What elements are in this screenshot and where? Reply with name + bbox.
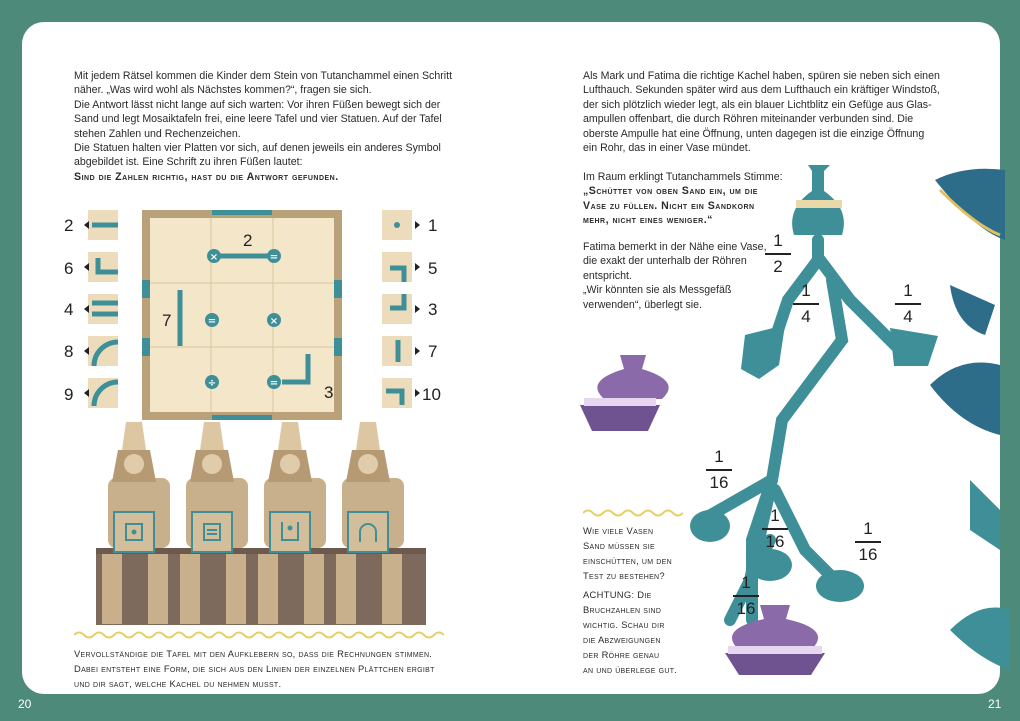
text-line: ACHTUNG: Die (583, 589, 652, 600)
tile-number: 3 (428, 300, 438, 319)
right-story-text (583, 69, 983, 155)
text-line: ein Rohr, das in einer Vase mündet. (583, 142, 751, 155)
measuring-vase (580, 355, 669, 431)
left-tiles-icons (84, 210, 124, 410)
text-line: wichtig. Schau dir (583, 619, 665, 630)
text-line: oberste Ampulle hat eine Öffnung, unten dagegen ist die einzige Öffnung (583, 127, 925, 140)
text-line: stehen Zahlen und Rechenzeichen. (74, 127, 241, 140)
fraction-denominator: 16 (858, 544, 878, 564)
fraction-label (791, 280, 821, 328)
operator-symbol: = (269, 378, 279, 389)
fraction-label (760, 505, 790, 553)
operator-symbol: × (269, 316, 279, 327)
fraction-numerator: 1 (741, 573, 751, 592)
fraction-denominator: 16 (709, 472, 729, 492)
wavy-divider (583, 508, 683, 518)
fraction-denominator: 4 (801, 306, 811, 326)
left-story-text (74, 69, 474, 184)
fraction-label (893, 280, 923, 328)
tile-number: 1 (428, 216, 438, 235)
text-line: Sand müssen sie (583, 540, 655, 551)
text-line: Mit jedem Rätsel kommen die Kinder dem Stein von Tutanchammel einen Schritt (74, 70, 453, 82)
text-line: Als Mark und Fatima die richtige Kachel haben, spüren sie neben sich einen (583, 70, 940, 82)
hint-text (583, 587, 693, 677)
wavy-divider (74, 630, 444, 640)
text-line: verwenden“, überlegt sie. (583, 298, 702, 311)
text-line: der Röhre genau (583, 649, 660, 660)
tile-number: 6 (64, 259, 74, 278)
operator-symbol: ÷ (207, 378, 217, 389)
tile-number: 9 (64, 385, 74, 404)
fraction-label (763, 230, 793, 278)
fraction-denominator: 16 (765, 531, 785, 551)
text-line: Wie viele Vasen (583, 525, 654, 536)
tile-number: 5 (428, 259, 438, 278)
text-line: an und überlege gut. (583, 664, 678, 675)
fraction-denominator: 2 (773, 256, 783, 276)
board-number: 2 (243, 231, 253, 250)
text-line: und dir sagt, welche Kachel du nehmen musst. (74, 678, 282, 689)
fraction-denominator: 16 (736, 598, 756, 618)
text-line: Dabei entsteht eine Form, die sich aus den Linien der einzelnen Plättchen ergibt (74, 663, 435, 674)
text-line: der sich plötzlich wieder legt, als ein blauer Lichtblitz ein Gefüge aus Glas- (583, 98, 932, 111)
text-line: Vase zu füllen. Nicht ein Sandkorn (583, 199, 755, 212)
text-line: abgebildet ist. Eine Schrift zu ihren Füßen lautet: (74, 156, 303, 169)
right-tiles-icons (382, 210, 422, 410)
tile-number: 8 (64, 342, 74, 361)
text-line: Fatima bemerkt in der Nähe eine Vase, (583, 241, 767, 253)
page-number-right: 21 (988, 697, 1002, 711)
fraction-numerator: 1 (863, 519, 873, 538)
text-line: ampullen offenbart, die durch Röhren miteinander verbunden sind. Die (583, 113, 914, 126)
text-line: „Wir könnten sie als Messgefäß (583, 284, 732, 297)
fraction-label (853, 518, 883, 566)
text-line: Die Statuen halten vier Platten vor sich, auf denen jeweils ein anderes Symbol (74, 142, 441, 155)
tile-number: 10 (422, 385, 441, 404)
text-line: Vervollständige die Tafel mit den Aufklebern so, dass die Rechnungen stimmen. (74, 648, 433, 659)
fraction-numerator: 1 (714, 447, 724, 466)
text-line: Im Raum erklingt Tutanchammels Stimme: (583, 171, 783, 183)
operator-symbol: × (209, 252, 219, 263)
text-line: entspricht. (583, 269, 632, 282)
decorative-lotus-icon (930, 169, 1010, 670)
text-line: die Abzweigungen (583, 634, 661, 645)
fraction-numerator: 1 (801, 281, 811, 300)
mosaic-board (142, 210, 342, 420)
fraction-numerator: 1 (770, 506, 780, 525)
fraction-numerator: 1 (903, 281, 913, 300)
text-line: näher. „Was wird wohl als Nächstes kommen?“, fragen sie sich. (74, 84, 372, 97)
question-text (583, 523, 693, 583)
text-line: „Schüttet von oben Sand ein, um die (583, 185, 758, 198)
fraction-label (704, 446, 734, 494)
fraction-denominator: 4 (903, 306, 913, 326)
statues-illustration (96, 420, 426, 625)
board-number: 3 (324, 383, 334, 402)
text-line: Sand und legt Mosaiktafeln frei, eine leere Tafel und vier Statuen. Auf der Tafel (74, 113, 442, 126)
fraction-numerator: 1 (773, 231, 783, 250)
page-number-left: 20 (18, 697, 32, 711)
text-line: die exakt der unterhalb der Röhren (583, 255, 747, 268)
operator-symbol: = (207, 316, 217, 327)
text-line: mehr, nicht eines weniger.“ (583, 214, 713, 227)
left-instruction (74, 646, 454, 691)
text-line: Lufthauch. Sekunden später wird aus dem Lufthauch ein kräftiger Windstoß, (583, 84, 940, 97)
text-line: Bruchzahlen sind (583, 604, 662, 615)
fraction-label (731, 572, 761, 620)
tile-number: 7 (428, 342, 438, 361)
text-line: Test zu bestehen? (583, 570, 665, 581)
inscription-text: Sind die Zahlen richtig, hast du die Antwort gefunden. (74, 170, 339, 183)
board-number: 7 (162, 311, 172, 330)
tile-number: 4 (64, 300, 74, 319)
text-line: Die Antwort lässt nicht lange auf sich warten: Vor ihren Füßen bewegt sich der (74, 98, 441, 111)
operator-symbol: = (269, 252, 279, 263)
tile-number: 2 (64, 216, 74, 235)
text-line: einschütten, um den (583, 555, 672, 566)
